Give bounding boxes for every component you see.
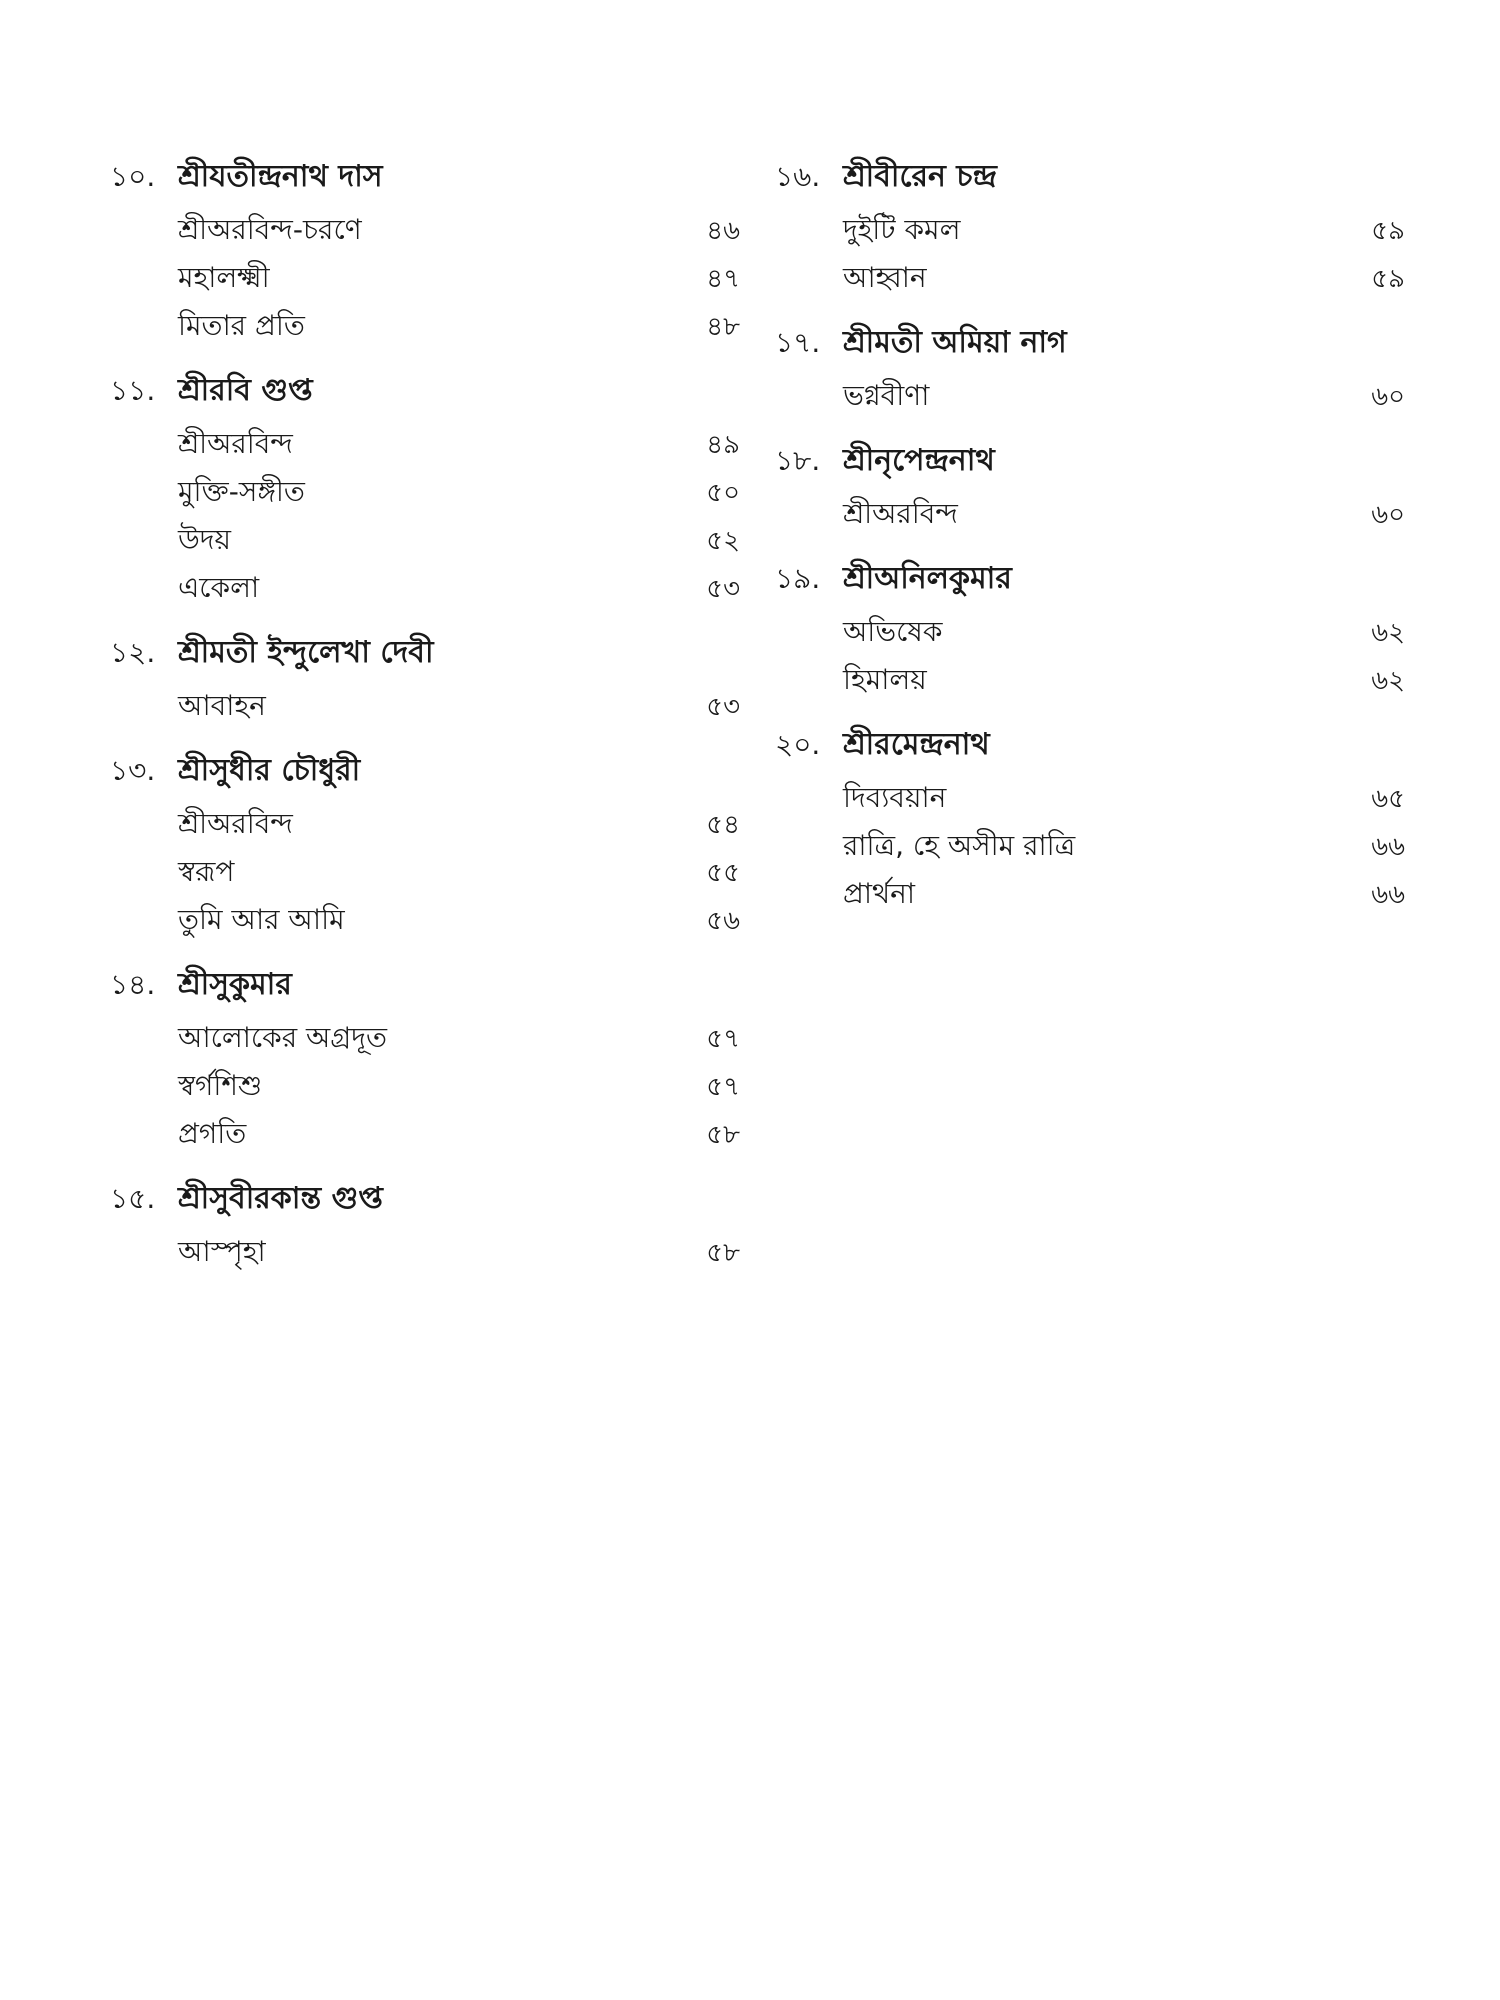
author-heading: [775, 716, 1405, 774]
toc-section: [775, 148, 1405, 302]
entry-page-number: ৫৮: [706, 1238, 740, 1268]
entry-title: প্রগতি: [178, 1117, 247, 1150]
entry-title: শ্রীঅরবিন্দ-চরণে: [178, 213, 362, 246]
author-heading: [110, 362, 740, 420]
author-name: শ্রীসুকুমার: [178, 967, 292, 1002]
entry-page-number: ৬২: [1371, 618, 1405, 648]
entry-title: স্বর্গশিশু: [178, 1069, 263, 1102]
toc-entry: [110, 468, 740, 516]
toc-section: [110, 742, 740, 944]
toc-section: [110, 148, 740, 350]
entry-page-number: ৫৯: [1371, 264, 1405, 294]
entry-page-number: ৫৮: [706, 1120, 740, 1150]
toc-section: [110, 362, 740, 612]
entry-title: মুক্তি-সঙ্গীত: [178, 475, 305, 508]
entry-title: অভিষেক: [843, 615, 943, 648]
entry-title: দিব্যবয়ান: [843, 781, 947, 814]
entry-title: মহালক্ষ্মী: [178, 261, 270, 294]
entry-page-number: ৪৮: [706, 312, 740, 342]
author-name: শ্রীবীরেন চন্দ্র: [843, 159, 997, 194]
toc-entry: [775, 822, 1405, 870]
author-number: ১৫.: [110, 1182, 156, 1215]
toc-section: [110, 1170, 740, 1276]
toc-section: [775, 550, 1405, 704]
author-number: ১৯.: [775, 562, 821, 595]
author-number: ১২.: [110, 636, 156, 669]
author-number: ১৪.: [110, 968, 156, 1001]
entry-page-number: ৬০: [1371, 382, 1405, 412]
entry-page-number: ৫৪: [706, 810, 740, 840]
toc-entry: [110, 420, 740, 468]
entry-page-number: ৫৩: [706, 692, 740, 722]
author-number: ১০.: [110, 160, 156, 193]
entry-page-number: ৬৬: [1371, 880, 1405, 910]
author-heading: [775, 148, 1405, 206]
toc-entry: [110, 516, 740, 564]
author-name: শ্রীযতীন্দ্রনাথ দাস: [178, 159, 383, 194]
entry-page-number: ৪৭: [706, 264, 740, 294]
toc-entry: [775, 774, 1405, 822]
toc-entry: [110, 682, 740, 730]
toc-entry: [775, 254, 1405, 302]
author-heading: [110, 742, 740, 800]
entry-page-number: ৬৫: [1371, 784, 1405, 814]
entry-title: রাত্রি, হে অসীম রাত্রি: [843, 829, 1076, 862]
toc-entry: [110, 896, 740, 944]
entry-title: স্বরূপ: [178, 855, 235, 888]
toc-entry: [110, 800, 740, 848]
toc-column-left: [110, 148, 740, 1288]
toc-section: [775, 716, 1405, 918]
entry-title: ভগ্নবীণা: [843, 379, 930, 412]
author-heading: [775, 550, 1405, 608]
entry-title: আস্পৃহা: [178, 1235, 266, 1268]
entry-page-number: ৫২: [706, 526, 740, 556]
author-heading: [110, 956, 740, 1014]
toc-entry: [775, 656, 1405, 704]
toc-entry: [110, 206, 740, 254]
entry-title: মিতার প্রতি: [178, 309, 305, 342]
entry-page-number: ৪৬: [706, 216, 740, 246]
entry-title: শ্রীঅরবিন্দ: [178, 807, 293, 840]
toc-entry: [110, 1110, 740, 1158]
toc-entry: [110, 254, 740, 302]
entry-page-number: ৫৯: [1371, 216, 1405, 246]
entry-page-number: ৫৩: [706, 574, 740, 604]
entry-page-number: ৫০: [706, 478, 740, 508]
author-name: শ্রীনৃপেন্দ্রনাথ: [843, 443, 995, 478]
author-number: ১৭.: [775, 326, 821, 359]
author-heading: [110, 624, 740, 682]
author-name: শ্রীরমেন্দ্রনাথ: [843, 727, 990, 762]
author-name: শ্রীরবি গুপ্ত: [178, 373, 313, 408]
entry-title: শ্রীঅরবিন্দ: [178, 427, 293, 460]
toc-section: [110, 624, 740, 730]
author-heading: [110, 1170, 740, 1228]
author-heading: [110, 148, 740, 206]
entry-title: আলোকের অগ্রদূত: [178, 1021, 387, 1054]
entry-page-number: ৫৫: [706, 858, 740, 888]
author-heading: [775, 432, 1405, 490]
author-number: ২০.: [775, 728, 821, 761]
author-name: শ্রীসুধীর চৌধুরী: [178, 753, 361, 788]
entry-page-number: ৪৯: [706, 430, 740, 460]
toc-entry: [110, 1228, 740, 1276]
author-name: শ্রীঅনিলকুমার: [843, 561, 1012, 596]
author-name: শ্রীমতী ইন্দুলেখা দেবী: [178, 635, 434, 670]
author-number: ১৮.: [775, 444, 821, 477]
toc-column-right: [775, 148, 1405, 930]
author-name: শ্রীসুবীরকান্ত গুপ্ত: [178, 1181, 383, 1216]
entry-title: প্রার্থনা: [843, 877, 915, 910]
entry-page-number: ৬৬: [1371, 832, 1405, 862]
toc-entry: [110, 1014, 740, 1062]
toc-section: [775, 314, 1405, 420]
entry-page-number: ৬০: [1371, 500, 1405, 530]
entry-title: শ্রীঅরবিন্দ: [843, 497, 958, 530]
entry-title: আবাহন: [178, 689, 266, 722]
toc-entry: [110, 848, 740, 896]
toc-entry: [775, 490, 1405, 538]
entry-title: উদয়: [178, 523, 232, 556]
author-heading: [775, 314, 1405, 372]
author-number: ১১.: [110, 374, 156, 407]
author-number: ১৬.: [775, 160, 821, 193]
author-name: শ্রীমতী অমিয়া নাগ: [843, 325, 1067, 360]
toc-entry: [775, 372, 1405, 420]
toc-section: [775, 432, 1405, 538]
toc-entry: [775, 870, 1405, 918]
entry-page-number: ৫৭: [706, 1072, 740, 1102]
toc-entry: [110, 564, 740, 612]
entry-title: তুমি আর আমি: [178, 903, 345, 936]
entry-title: একেলা: [178, 571, 260, 604]
author-number: ১৩.: [110, 754, 156, 787]
toc-entry: [110, 302, 740, 350]
entry-title: হিমালয়: [843, 663, 927, 696]
entry-page-number: ৫৭: [706, 1024, 740, 1054]
toc-section: [110, 956, 740, 1158]
toc-entry: [775, 206, 1405, 254]
entry-page-number: ৬২: [1371, 666, 1405, 696]
entry-title: আহ্বান: [843, 261, 927, 294]
toc-entry: [110, 1062, 740, 1110]
entry-title: দুইটি কমল: [843, 213, 961, 246]
entry-page-number: ৫৬: [706, 906, 740, 936]
toc-entry: [775, 608, 1405, 656]
